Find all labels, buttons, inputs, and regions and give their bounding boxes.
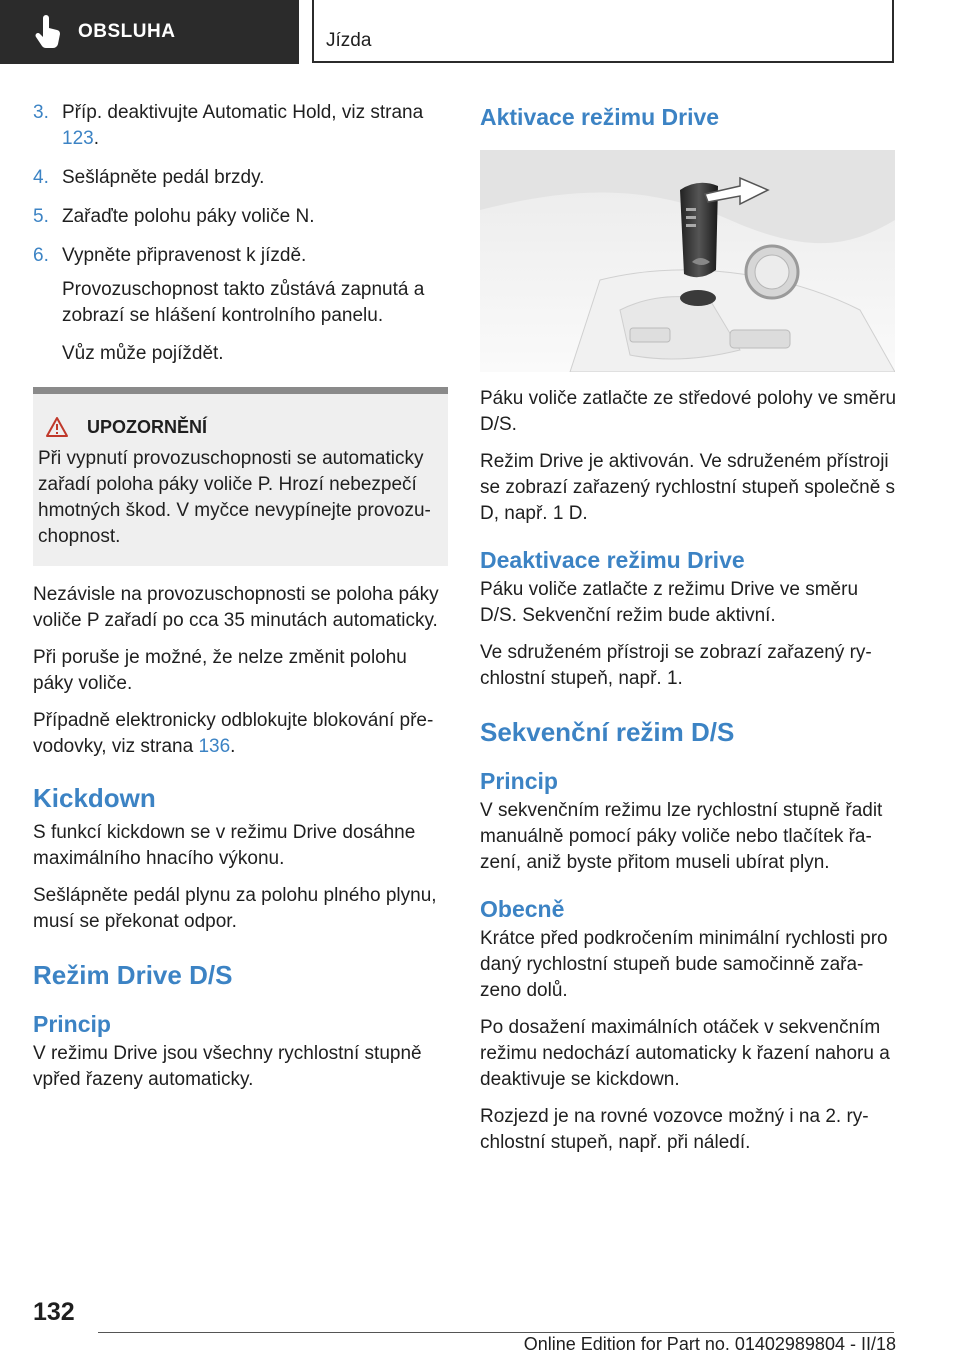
step-number: 4.: [33, 167, 49, 188]
warning-triangle-icon: [45, 416, 69, 438]
step-subtext: Provozuschopnost takto zůstává zapnutá a zobrazí se hlášení kontrolního panelu.: [62, 279, 425, 326]
page-link[interactable]: 136: [198, 736, 231, 757]
deactivation-heading: Deaktivace režimu Drive: [480, 547, 745, 573]
step-text: Sešlápněte pedál brzdy.: [62, 167, 265, 188]
step-text: Příp. deaktivujte Automatic Hold, viz strana: [62, 102, 424, 123]
paragraph: Páku voliče zatlačte z režimu Drive ve směru D/S. Sekvenční režim bude aktivní.: [480, 579, 859, 626]
princip-heading: Princip: [480, 768, 558, 794]
warning-title: UPOZORNĚNÍ: [87, 417, 208, 437]
step-number: 5.: [33, 206, 49, 227]
step-item: [33, 243, 448, 269]
left-column: [33, 100, 448, 1104]
step-subtext: Vůz může pojíždět.: [62, 343, 224, 364]
kickdown-heading: Kickdown: [33, 783, 156, 813]
paragraph: Při poruše je možné, že nelze změnit polohu páky voliče.: [33, 647, 407, 694]
edition-note: Online Edition for Part no. 01402989804 - II/18: [523, 1334, 896, 1354]
step-item: [33, 165, 448, 191]
page-number: 132: [33, 1298, 75, 1326]
paragraph: [33, 708, 448, 760]
paragraph: V režimu Drive jsou všechny rychlostní stupně vpřed řazeny automaticky.: [33, 1043, 422, 1090]
gear-selector-illustration: [480, 150, 895, 372]
paragraph: Režim Drive je aktivován. Ve sdruženém přístroji se zobrazí zařazený rychlostní stupeň společně s D, např. 1 D.: [480, 451, 896, 524]
princip-heading: Princip: [33, 1011, 111, 1037]
step-text: Vypněte připravenost k jízdě.: [62, 245, 307, 266]
chapter-tab: [0, 0, 299, 64]
chapter-label: OBSLUHA: [78, 21, 176, 42]
warning-header: [38, 414, 438, 440]
paragraph: Krátce před podkročením minimální rychlosti pro daný rychlostní stupeň bude samočinně zařa‐zeno dolů.: [480, 928, 888, 1001]
paragraph: V sekvenčním režimu lze rychlostní stupně řadit manuálně pomocí páky voliče nebo tlačítek řa‐zení, aniž byste přitom museli ubírat plyn.: [480, 800, 883, 873]
general-heading: Obecně: [480, 896, 565, 922]
warning-text: Při vypnutí provozuschopnosti se automaticky zařadí poloha páky voliče P. Hrozí nebezpečí hmotných škod. V myčce nevypínejte provozu‐chopnost.: [38, 448, 431, 547]
page-link[interactable]: 123: [62, 128, 94, 149]
warning-box: [33, 387, 448, 566]
right-column: [480, 100, 898, 1167]
step-number: 6.: [33, 245, 49, 266]
paragraph: Po dosažení maximálních otáček v sekvenčním režimu nedochází automaticky k řazení nahoru a deaktivuje se kickdown.: [480, 1017, 890, 1090]
step-item: [33, 204, 448, 230]
paragraph: S funkcí kickdown se v režimu Drive dosáhne maximálního hnacího výkonu.: [33, 822, 416, 869]
paragraph: Páku voliče zatlačte ze středové polohy ve směru D/S.: [480, 388, 897, 435]
step-number: 3.: [33, 102, 49, 123]
hand-pointer-icon: [34, 15, 64, 49]
step-item: [33, 100, 448, 152]
paragraph: Ve sdruženém přístroji se zobrazí zařazený ry‐chlostní stupeň, např. 1.: [480, 642, 872, 689]
paragraph: Nezávisle na provozuschopnosti se poloha páky voliče P zařadí po cca 35 minutách automaticky.: [33, 584, 439, 631]
step-text-end: .: [93, 128, 99, 149]
paragraph: Sešlápněte pedál plynu za polohu plného plynu, musí se překonat odpor.: [33, 885, 437, 932]
page-header: [0, 0, 960, 66]
activation-heading: Aktivace režimu Drive: [480, 104, 720, 130]
paragraph-text: Případně elektronicky odblokujte blokování pře‐vodovky, viz strana: [33, 710, 434, 757]
step-text: Zařaďte polohu páky voliče N.: [62, 206, 315, 227]
gear-selector-drawing: [480, 150, 895, 372]
section-box: [312, 0, 894, 63]
paragraph: Rozjezd je na rovné vozovce možný i na 2. ry‐chlostní stupeň, např. při náledí.: [480, 1106, 869, 1153]
paragraph-end: .: [230, 736, 236, 757]
drive-heading: Režim Drive D/S: [33, 960, 233, 990]
sequential-heading: Sekvenční režim D/S: [480, 717, 735, 747]
section-title: Jízda: [326, 30, 372, 51]
footer-divider: [98, 1332, 894, 1333]
